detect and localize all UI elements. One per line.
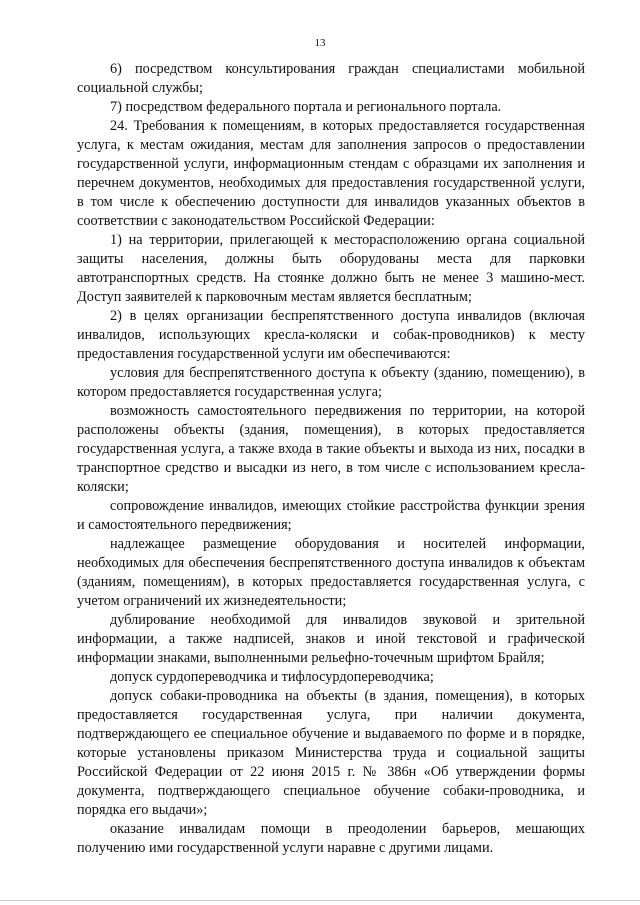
paragraph-sign-interpreter: допуск сурдопереводчика и тифлосурдопереводчика; <box>110 669 434 685</box>
paragraph-item-6-consultation: 6) посредством консультирования граждан специалистами мобильной социальной службы; <box>77 61 585 96</box>
paragraph-equipment-placement: надлежащее размещение оборудования и носителей информации, необходимых для обеспечения беспрепятственного доступа инвалидов к объектам (зданиям, помещениям), в которых предоставляется государственная услуга, с учетом ограничений их жизнедеятельности; <box>77 536 585 609</box>
paragraph-barrier-assistance: оказание инвалидам помощи в преодолении барьеров, мешающих получению ими государственной услуги наравне с другими лицами. <box>77 821 585 856</box>
paragraph-access-conditions: условия для беспрепятственного доступа к объекту (зданию, помещению), в котором предоставляется государственная услуга; <box>77 365 585 400</box>
page-number: 13 <box>314 37 326 49</box>
paragraph-independent-movement: возможность самостоятельного передвижения по территории, на которой расположены объекты (здания, помещения), в которых предоставляется государственная услуга, а также входа в такие объекты и выхода из них, посадки в транспортное средство и высадки из него, в том числе с использованием кресла-коляски; <box>77 403 585 495</box>
document-body <box>77 60 585 858</box>
paragraph-information-duplication: дублирование необходимой для инвалидов звуковой и зрительной информации, а также надписей, знаков и иной текстовой и графической информации знаками, выполненными рельефно-точечным шрифтом Брайля; <box>77 612 585 666</box>
paragraph-escort: сопровождение инвалидов, имеющих стойкие расстройства функции зрения и самостоятельного передвижения; <box>77 498 585 533</box>
paragraph-parking: 1) на территории, прилегающей к месторасположению органа социальной защиты населения, должны быть оборудованы места для парковки автотранспортных средств. На стоянке должно быть не менее 3 машино-мест. Доступ заявителей к парковочным местам является бесплатным; <box>77 232 585 305</box>
scan-bottom-edge <box>0 900 640 901</box>
paragraph-guide-dog: допуск собаки-проводника на объекты (в здания, помещения), в которых предоставляется государственная услуга, при наличии документа, подтверждающего ее специальное обучение и выдаваемого по форме и в порядке, которые установлены приказом Министерства труда и социальной защиты Российской Федерации от 22 июня 2015 г. № 386н «Об утверждении формы документа, подтверждающего специальное обучение собаки-проводника, и порядка его выдачи»; <box>77 688 585 818</box>
paragraph-accessibility-intro: 2) в целях организации беспрепятственного доступа инвалидов (включая инвалидов, использующих кресла-коляски и собак-проводников) к месту предоставления государственной услуги им обеспечиваются: <box>77 308 585 362</box>
paragraph-24-premises-requirements: 24. Требования к помещениям, в которых предоставляется государственная услуга, к местам ожидания, местам для заполнения запросов о предоставлении государственной услуги, информационным стендам с образцами их заполнения и перечнем документов, необходимых для предоставления государственной услуги, в том числе к обеспечению доступности для инвалидов указанных объектов в соответствии с законодательством Российской Федерации: <box>77 118 585 229</box>
paragraph-item-7-portals: 7) посредством федерального портала и регионального портала. <box>110 99 502 115</box>
